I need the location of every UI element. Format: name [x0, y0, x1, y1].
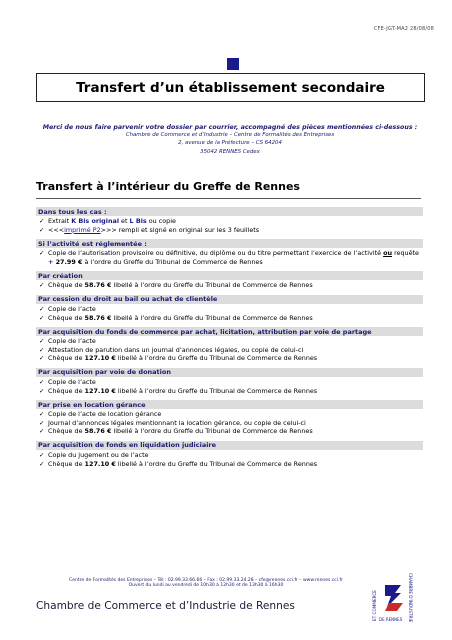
- intro-lead: Merci de nous faire parvenir votre dossier par courrier, accompagné des pièces mentionnées ci-dessous :: [42, 124, 418, 131]
- section-title: Transfert à l’intérieur du Greffe de Rennes: [36, 180, 300, 193]
- list-item: ✓ Copie du jugement ou de l’acte: [39, 450, 149, 459]
- section-all-cases: [36, 207, 423, 234]
- list-item: ✓ Copie de l’acte: [39, 304, 96, 313]
- check-icon: ✓: [39, 459, 45, 468]
- list-item: ✓ Copie de l’acte de location gérance: [39, 410, 162, 419]
- section-lease-transfer: [36, 295, 423, 322]
- title-box: [36, 73, 425, 102]
- cci-name: Chambre de Commerce et d’Industrie de Rennes: [36, 600, 295, 612]
- check-icon: ✓: [39, 304, 45, 313]
- section-creation: [36, 271, 423, 290]
- check-icon: ✓: [39, 281, 45, 290]
- section-lease-management: [36, 400, 423, 436]
- svg-text:ET COMMERCE: ET COMMERCE: [372, 590, 377, 621]
- footer: [36, 578, 376, 588]
- section-heading: Par acquisition par voie de donation: [36, 368, 423, 377]
- section-heading: Si l’activité est réglementée :: [36, 239, 423, 248]
- check-icon: ✓: [39, 217, 45, 225]
- section-heading: Par prise en location gérance: [36, 400, 423, 409]
- address-line-1: Chambre de Commerce et d’Industrie – Centre de Formalités des Entreprises: [125, 132, 335, 138]
- form-p2-link[interactable]: imprimé P2: [64, 225, 101, 234]
- list-item: ✓ Journal d’annonces légales mentionnant la location gérance, ou copie de celui-ci: [39, 418, 306, 427]
- section-donation: [36, 368, 423, 395]
- check-icon: ✓: [39, 386, 45, 395]
- section-heading: Par cession du droit au bail ou achat de clientèle: [36, 295, 423, 304]
- check-icon: ✓: [39, 354, 45, 363]
- footer-contact: Centre de Formalités des Entreprises – Tél : 02.99.33.66.66 – Fax : 02.99.33.24.28 – cfe@rennes.cci.fr – www.rennes.cci.fr: [69, 578, 343, 583]
- intro-block: [30, 124, 430, 156]
- list-item: ✓ Chèque de 58.76 € libellé à l’ordre du Greffe du Tribunal de Commerce de Rennes: [39, 313, 313, 322]
- list-item: ✓ Copie de l’autorisation provisoire ou définitive, du diplôme ou du titre permettant l’exercice de l’activité ou requête + 27.99 € à l’ordre du Greffe du Tribunal de Commerce de Rennes: [39, 249, 419, 266]
- document-reference: CFE-JGT-MA2 28/08/08: [373, 26, 434, 32]
- cci-logo: [373, 571, 425, 623]
- check-icon: ✓: [39, 337, 45, 346]
- check-icon: ✓: [39, 377, 45, 386]
- check-icon: ✓: [39, 225, 45, 234]
- check-icon: ✓: [39, 450, 45, 459]
- list-item: ✓ Copie de l’acte: [39, 377, 96, 386]
- svg-text:CHAMBRE D'INDUSTRIE: CHAMBRE D'INDUSTRIE: [408, 573, 413, 623]
- section-heading: Par acquisition de fonds en liquidation judiciaire: [36, 441, 423, 450]
- logo-square: [227, 58, 239, 70]
- check-icon: ✓: [39, 345, 45, 354]
- section-regulated-activity: [36, 239, 423, 266]
- list-item: ✓ <<<imprimé P2>>> rempli et signé en original sur les 3 feuillets: [39, 225, 260, 234]
- footer-hours: Ouvert du lundi au vendredi de 10h30 à 12h30 et de 13h30 à 16h30: [128, 583, 284, 588]
- address-line-3: 35042 RENNES Cedex: [200, 148, 260, 155]
- list-item: ✓ Extrait K Bis original et L Bis ou copie: [39, 217, 176, 225]
- check-icon: ✓: [39, 418, 45, 427]
- check-icon: ✓: [39, 427, 45, 436]
- list-item: ✓ Chèque de 58.76 € libellé à l’ordre du Greffe du Tribunal de Commerce de Rennes: [39, 281, 313, 290]
- list-item: ✓ Chèque de 127.10 € libellé à l’ordre du Greffe du Tribunal de Commerce de Rennes: [39, 354, 318, 363]
- section-business-acquisition: [36, 327, 423, 363]
- list-item: ✓ Chèque de 127.10 € libellé à l’ordre du Greffe du Tribunal de Commerce de Rennes: [39, 386, 318, 395]
- section-liquidation: [36, 441, 423, 468]
- section-heading: Par acquisition du fonds de commerce par achat, licitation, attribution par voie de partage: [36, 327, 423, 336]
- check-icon: ✓: [39, 313, 45, 322]
- list-item: ✓ Chèque de 58.76 € libellé à l’ordre du Greffe du Tribunal de Commerce de Rennes: [39, 427, 313, 436]
- list-item: ✓ Copie de l’acte: [39, 337, 96, 346]
- list-item: ✓ Attestation de parution dans un journal d’annonces légales, ou copie de celui-ci: [39, 345, 304, 354]
- list-item: ✓ Chèque de 127.10 € libellé à l’ordre du Greffe du Tribunal de Commerce de Rennes: [39, 459, 318, 468]
- check-icon: ✓: [39, 249, 45, 258]
- svg-text:DE RENNES: DE RENNES: [379, 617, 403, 622]
- page-title: Transfert d’un établissement secondaire: [76, 79, 385, 96]
- section-heading: Par création: [36, 271, 423, 280]
- check-icon: ✓: [39, 410, 45, 419]
- requirements-list: [36, 207, 423, 473]
- address-line-2: 2, avenue de la Préfecture – CS 64204: [178, 140, 282, 147]
- section-heading: Dans tous les cas :: [36, 207, 423, 216]
- section-divider: [36, 198, 421, 199]
